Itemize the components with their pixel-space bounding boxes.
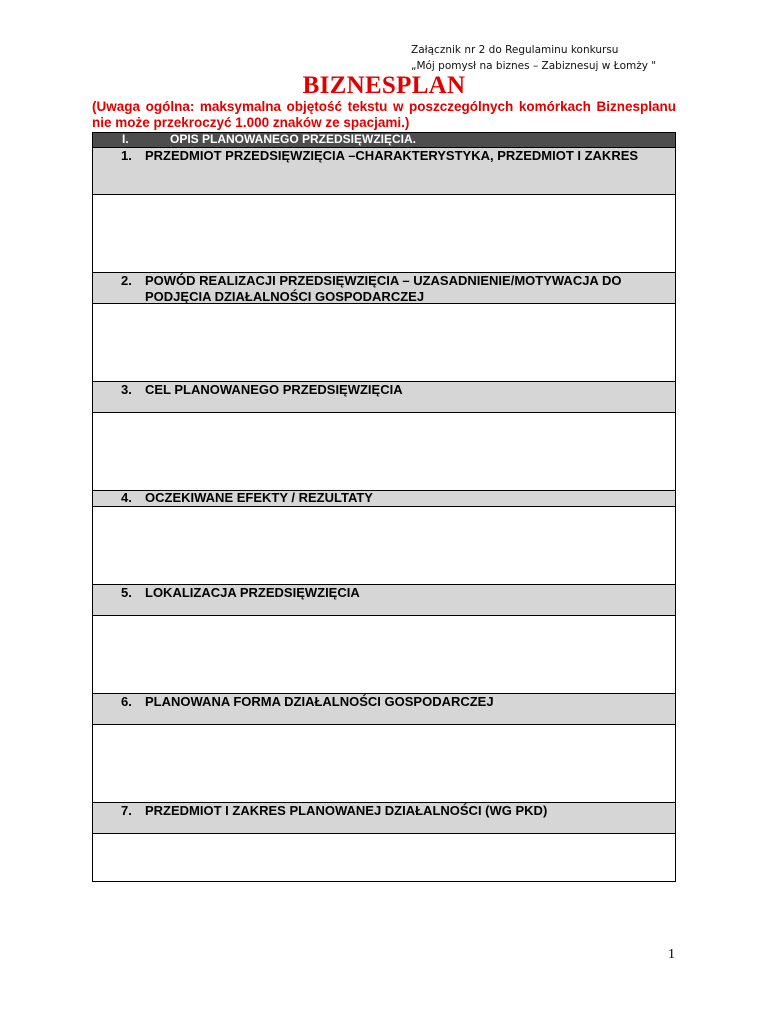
- section-number: I.: [122, 132, 129, 146]
- question-row-5: [93, 585, 675, 616]
- question-number: 1.: [121, 148, 132, 163]
- question-row-1: [93, 148, 675, 195]
- question-row-6: [93, 694, 675, 725]
- question-number: 5.: [121, 585, 132, 600]
- question-number: 7.: [121, 803, 132, 818]
- question-number: 6.: [121, 694, 132, 709]
- question-text: OCZEKIWANE EFEKTY / REZULTATY: [145, 490, 373, 505]
- question-text: CEL PLANOWANEGO PRZEDSIĘWZIĘCIA: [145, 382, 403, 397]
- question-row-4: [93, 491, 675, 507]
- page-number: 1: [668, 947, 675, 962]
- section-title: OPIS PLANOWANEGO PRZEDSIĘWZIĘCIA.: [170, 132, 417, 146]
- question-row-7: [93, 803, 675, 834]
- document-title: BIZNESPLAN: [302, 72, 466, 99]
- question-text: LOKALIZACJA PRZEDSIĘWZIĘCIA: [145, 585, 360, 600]
- annex-note: [411, 42, 741, 74]
- question-row-3: [93, 382, 675, 413]
- question-row-2: [93, 273, 675, 304]
- answer-field-3[interactable]: [93, 413, 675, 491]
- answer-field-2[interactable]: [93, 304, 675, 382]
- answer-field-6[interactable]: [93, 725, 675, 803]
- question-text: PRZEDMIOT PRZEDSIĘWZIĘCIA –CHARAKTERYSTYKA, PRZEDMIOT I ZAKRES: [145, 148, 639, 163]
- question-text: PRZEDMIOT I ZAKRES PLANOWANEJ DZIAŁALNOŚCI (WG PKD): [145, 803, 548, 818]
- section-header: [93, 133, 675, 148]
- annex-line-2: „Mój pomysł na biznes – Zabiznesuj w Łomży ": [411, 60, 657, 72]
- question-text: POWÓD REALIZACJI PRZEDSIĘWZIĘCIA – UZASADNIENIE/MOTYWACJA DO PODJĘCIA DZIAŁALNOŚCI GOSPODARCZEJ: [145, 273, 622, 304]
- question-number: 3.: [121, 382, 132, 397]
- annex-line-1: Załącznik nr 2 do Regulaminu konkursu: [411, 44, 619, 56]
- question-number: 4.: [121, 490, 132, 505]
- question-number: 2.: [121, 273, 132, 288]
- general-note: (Uwaga ogólna: maksymalna objętość tekstu w poszczególnych komórkach Biznesplanu nie może przekroczyć 1.000 znaków ze spacjami.): [92, 99, 676, 130]
- answer-field-5[interactable]: [93, 616, 675, 694]
- answer-field-7[interactable]: [93, 834, 675, 881]
- business-plan-form: [92, 132, 676, 882]
- answer-field-4[interactable]: [93, 507, 675, 585]
- question-text: PLANOWANA FORMA DZIAŁALNOŚCI GOSPODARCZEJ: [145, 694, 494, 709]
- answer-field-1[interactable]: [93, 195, 675, 273]
